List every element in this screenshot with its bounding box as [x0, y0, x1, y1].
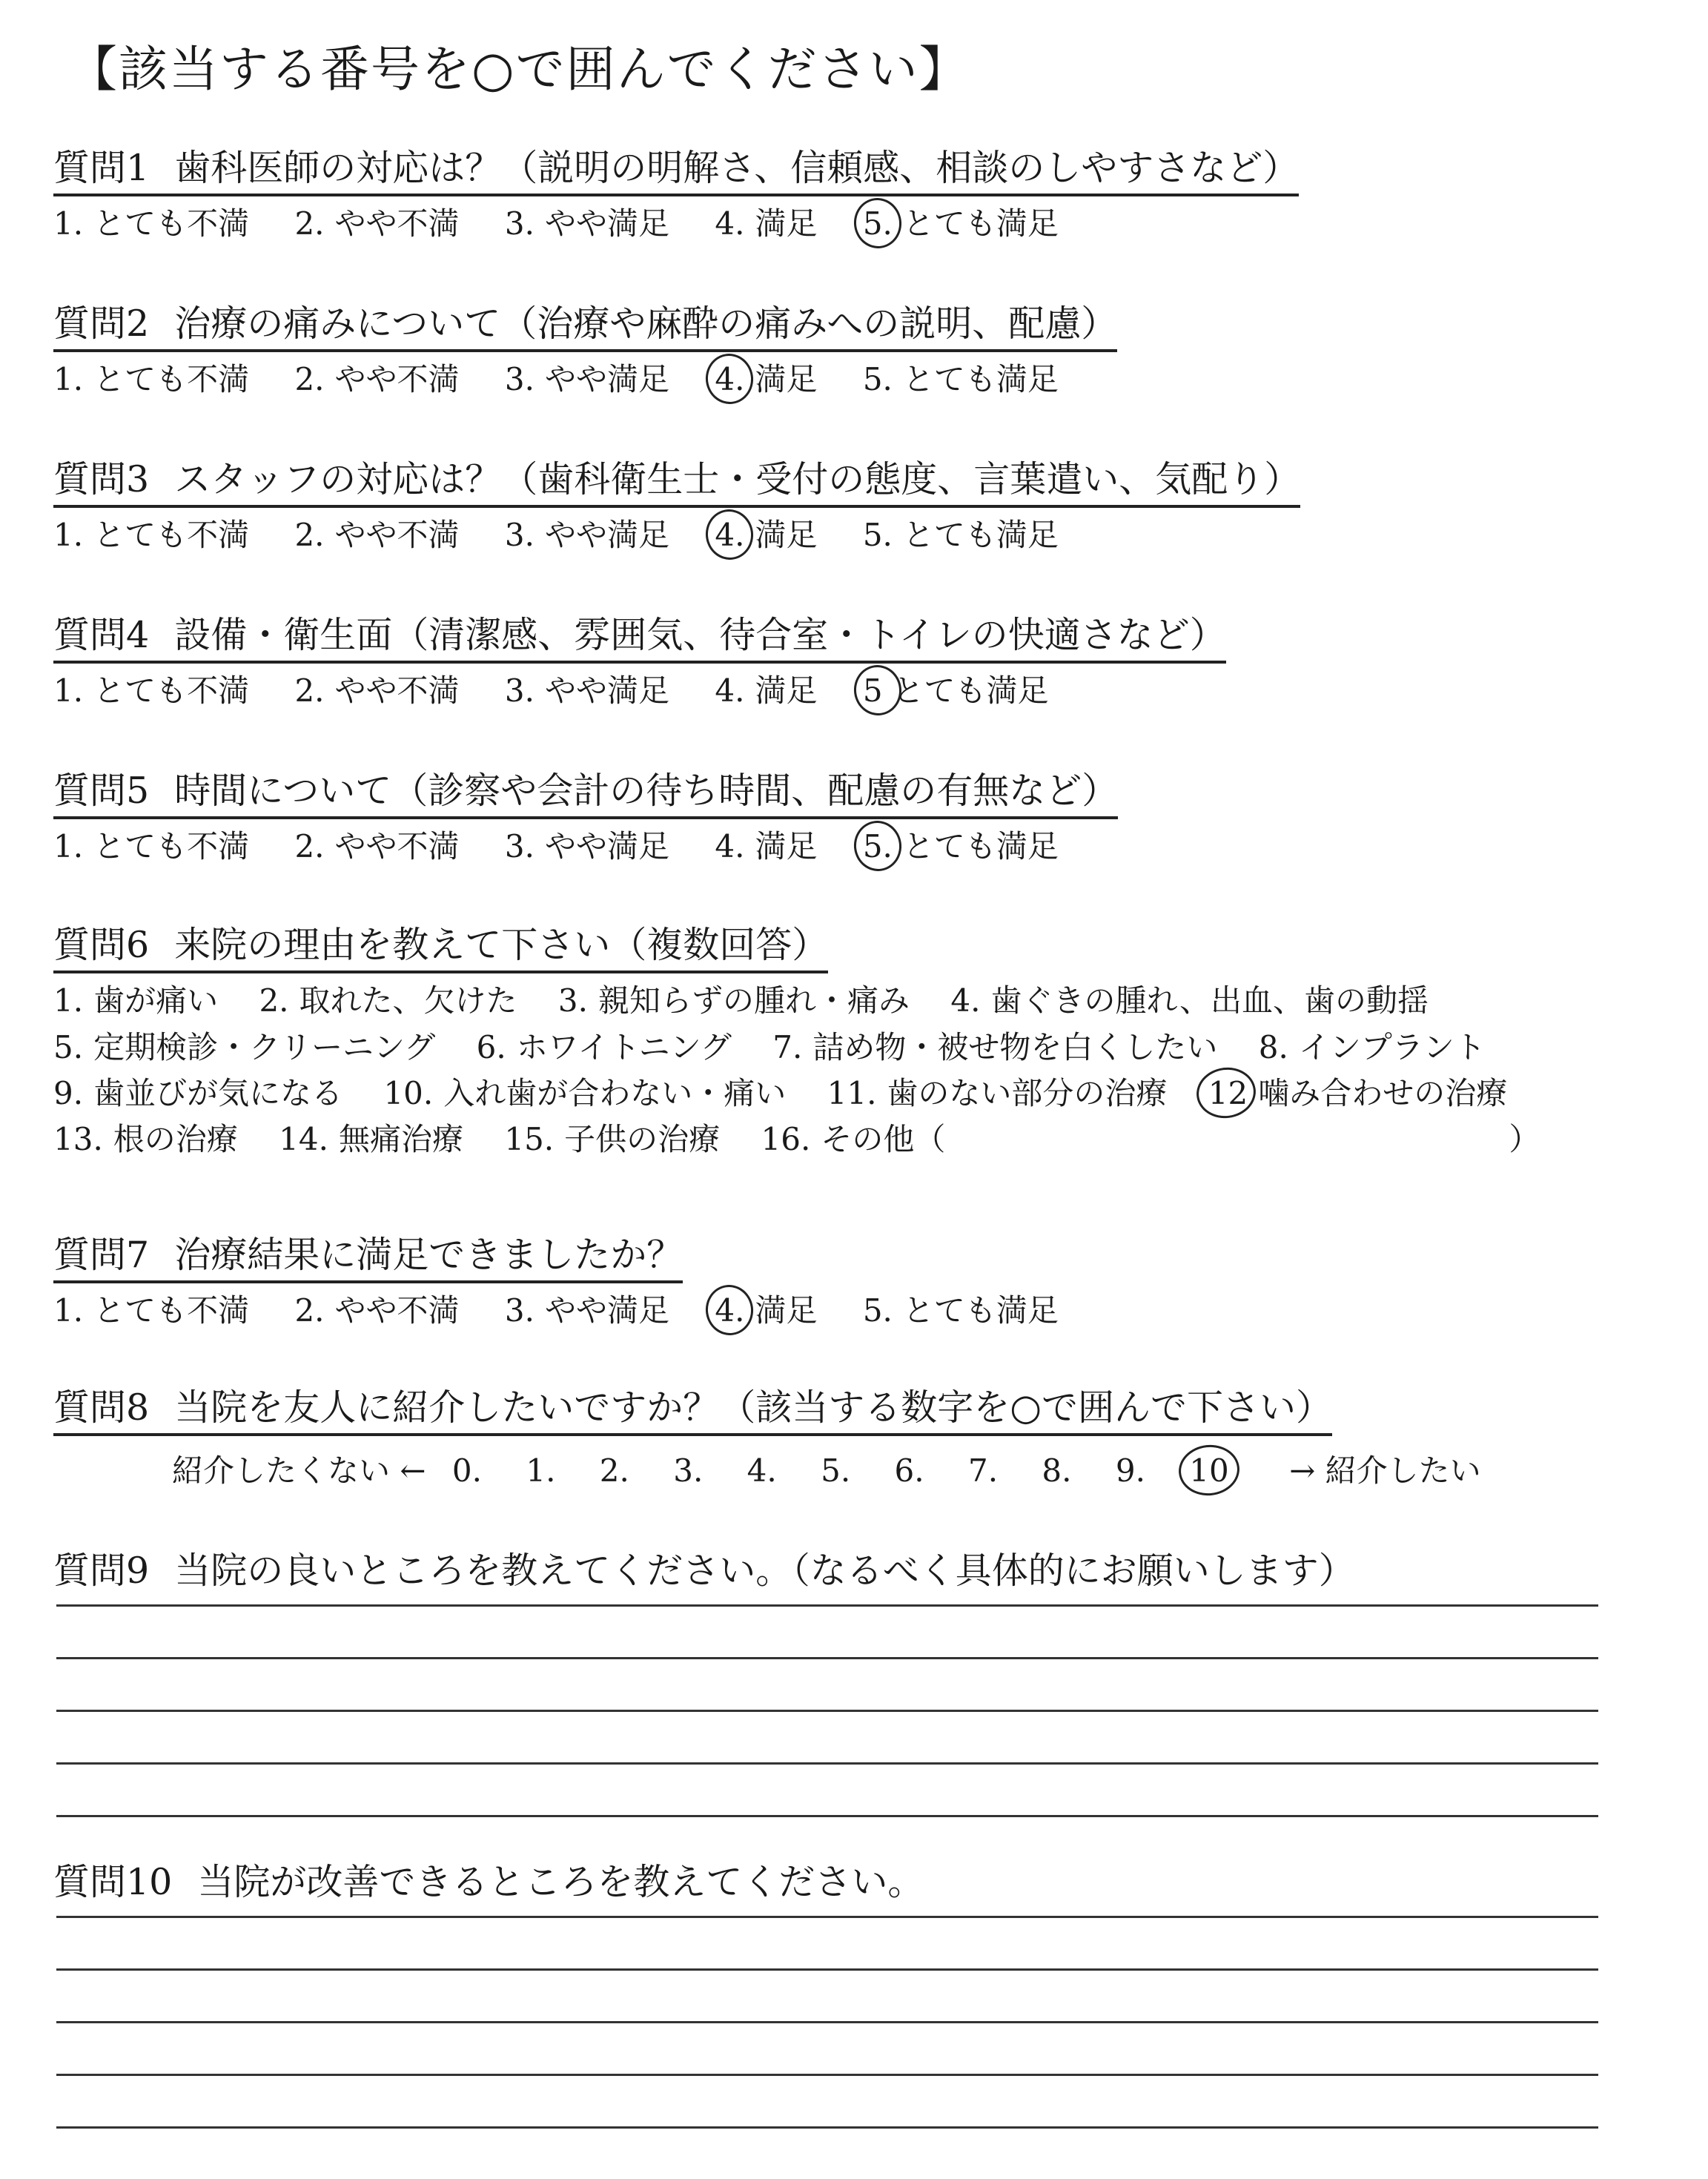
answer-lines-q10[interactable] — [56, 1916, 1598, 2179]
page-title: 【該当する番号を○で囲んでください】 — [68, 41, 970, 98]
question-text: スタッフの対応は？（歯科衛生士・受付の態度、言葉遣い、気配り） — [174, 458, 1301, 500]
question-text: 治療の痛みについて（治療や麻酔の痛みへの説明、配慮） — [174, 302, 1118, 345]
question-10 — [53, 1854, 924, 1905]
question-heading — [53, 145, 1299, 196]
scale-7[interactable]: 7. — [967, 1452, 999, 1489]
reason-option-8[interactable]: 8. インプラント — [1258, 1028, 1486, 1065]
reason-option-1[interactable]: 1. 歯が痛い — [53, 982, 219, 1019]
question-5 — [53, 768, 1118, 866]
reason-row-2 — [53, 1029, 1571, 1066]
reason-row-3 — [53, 1075, 1571, 1112]
answer-line[interactable] — [56, 1968, 1598, 1971]
option-2[interactable]: 2. やや不満 — [294, 828, 460, 865]
option-2[interactable]: 2. やや不満 — [294, 672, 460, 710]
option-2[interactable]: 2. やや不満 — [294, 1292, 460, 1329]
option-1[interactable]: 1. とても不満 — [53, 205, 250, 242]
option-5-selected[interactable]: 5 とても満足 — [862, 672, 1049, 710]
scale-10-selected[interactable]: 10 — [1189, 1452, 1229, 1489]
answer-options — [53, 517, 1300, 554]
option-3[interactable]: 3. やや満足 — [504, 205, 669, 242]
question-heading — [53, 922, 828, 973]
option-2[interactable]: 2. やや不満 — [294, 205, 460, 242]
question-text: 当院が改善できるところを教えてください。 — [197, 1861, 924, 1903]
answer-options — [53, 672, 1226, 710]
reason-option-9[interactable]: 9. 歯並びが気になる — [53, 1075, 343, 1112]
option-1[interactable]: 1. とても不満 — [53, 361, 250, 398]
reason-option-11[interactable]: 11. 歯のない部分の治療 — [827, 1075, 1168, 1112]
answer-options — [53, 1292, 1094, 1329]
answer-line[interactable] — [56, 1657, 1598, 1659]
question-number: 質問2 — [53, 302, 150, 345]
other-close-paren: ） — [1509, 1121, 1540, 1158]
scale-1[interactable]: 1. — [526, 1452, 556, 1489]
reason-row-1 — [53, 982, 1571, 1019]
question-text: 当院の良いところを教えてください。（なるべく具体的にお願いします） — [174, 1550, 1355, 1592]
question-heading — [53, 768, 1118, 819]
reason-option-6[interactable]: 6. ホワイトニング — [476, 1028, 732, 1065]
option-3[interactable]: 3. やや満足 — [504, 361, 669, 398]
question-8 — [53, 1385, 1497, 1491]
reason-option-13[interactable]: 13. 根の治療 — [53, 1121, 238, 1158]
question-1 — [53, 145, 1299, 243]
answer-line[interactable] — [56, 2074, 1598, 2076]
option-3[interactable]: 3. やや満足 — [504, 1292, 669, 1329]
reason-option-7[interactable]: 7. 詰め物・被せ物を白くしたい — [772, 1028, 1218, 1065]
scale-4[interactable]: 4. — [747, 1452, 777, 1489]
scale-3[interactable]: 3. — [673, 1452, 704, 1489]
option-4-selected[interactable]: 4. 満足 — [715, 361, 818, 398]
answer-options — [53, 828, 1118, 865]
question-text: 当院を友人に紹介したいですか？（該当する数字を○で囲んで下さい） — [174, 1386, 1332, 1429]
reason-option-5[interactable]: 5. 定期検診・クリーニング — [53, 1028, 436, 1065]
option-5[interactable]: 5. とても満足 — [862, 517, 1059, 554]
question-7 — [53, 1232, 1094, 1330]
option-1[interactable]: 1. とても不満 — [53, 672, 250, 710]
answer-line[interactable] — [56, 1710, 1598, 1712]
reason-option-4[interactable]: 4. 歯ぐきの腫れ、出血、歯の動揺 — [950, 982, 1429, 1019]
option-5[interactable]: 5. とても満足 — [862, 1292, 1059, 1329]
answer-line[interactable] — [56, 2126, 1598, 2129]
question-number: 質問7 — [53, 1234, 150, 1276]
answer-line[interactable] — [56, 1762, 1598, 1765]
option-4-selected[interactable]: 4. 満足 — [715, 1292, 818, 1329]
option-4[interactable]: 4. 満足 — [715, 828, 818, 865]
question-6 — [53, 922, 1571, 1159]
reason-option-14[interactable]: 14. 無痛治療 — [279, 1121, 463, 1158]
question-2 — [53, 301, 1117, 399]
reason-option-16[interactable]: 16. その他（ ） — [761, 1121, 1540, 1158]
option-5-selected[interactable]: 5. とても満足 — [862, 828, 1059, 865]
question-text: 歯科医師の対応は？（説明の明解さ、信頼感、相談のしやすさなど） — [174, 147, 1300, 189]
question-number: 質問3 — [53, 458, 150, 500]
question-3 — [53, 457, 1300, 555]
reason-option-12-selected[interactable]: 12 噛み合わせの治療 — [1208, 1075, 1508, 1112]
question-number: 質問5 — [53, 770, 150, 812]
reason-row-4 — [53, 1121, 1571, 1158]
option-1[interactable]: 1. とても不満 — [53, 828, 250, 865]
option-5[interactable]: 5. とても満足 — [862, 361, 1059, 398]
answer-options — [53, 361, 1117, 398]
reason-option-15[interactable]: 15. 子供の治療 — [504, 1121, 721, 1158]
question-heading — [53, 612, 1226, 664]
scale-6[interactable]: 6. — [894, 1452, 924, 1489]
question-number: 質問10 — [53, 1861, 173, 1903]
scale-right-label: → 紹介したい — [1289, 1452, 1481, 1489]
reason-option-3[interactable]: 3. 親知らずの腫れ・痛み — [557, 982, 910, 1019]
question-text: 治療結果に満足できましたか？ — [174, 1234, 683, 1276]
scale-left-label: 紹介したくない ← — [172, 1452, 426, 1489]
scale-2[interactable]: 2. — [599, 1452, 629, 1489]
question-9 — [53, 1542, 1355, 1594]
question-heading — [53, 1385, 1332, 1436]
question-heading — [53, 301, 1117, 352]
question-text: 来院の理由を教えて下さい（複数回答） — [174, 924, 829, 966]
question-heading — [53, 1232, 683, 1283]
option-5-selected[interactable]: 5. とても満足 — [862, 205, 1059, 242]
option-2[interactable]: 2. やや不満 — [294, 517, 460, 554]
question-text: 時間について（診察や会計の待ち時間、配慮の有無など） — [174, 770, 1119, 812]
option-4[interactable]: 4. 満足 — [715, 672, 818, 710]
question-number: 質問1 — [53, 147, 150, 189]
question-4 — [53, 612, 1226, 710]
scale-9[interactable]: 9. — [1115, 1452, 1145, 1489]
scale-5[interactable]: 5. — [821, 1452, 851, 1489]
answer-line[interactable] — [56, 2021, 1598, 2023]
option-2[interactable]: 2. やや不満 — [294, 361, 460, 398]
answer-lines-q9[interactable] — [56, 1604, 1598, 1868]
answer-options — [53, 205, 1299, 242]
question-heading — [53, 457, 1300, 508]
question-heading — [53, 1854, 924, 1905]
scale-0[interactable]: 0. — [451, 1452, 482, 1489]
option-3[interactable]: 3. やや満足 — [504, 672, 669, 710]
answer-line[interactable] — [56, 1604, 1598, 1607]
question-number: 質問8 — [53, 1386, 150, 1429]
answer-line[interactable] — [56, 1815, 1598, 1817]
reason-option-2[interactable]: 2. 取れた、欠けた — [259, 982, 517, 1019]
option-4-selected[interactable]: 4. 満足 — [715, 517, 818, 554]
option-4[interactable]: 4. 満足 — [715, 205, 818, 242]
question-number: 質問9 — [53, 1550, 150, 1592]
reason-option-10[interactable]: 10. 入れ歯が合わない・痛い — [383, 1075, 787, 1112]
question-text: 設備・衛生面（清潔感、雰囲気、待合室・トイレの快適さなど） — [174, 614, 1226, 656]
option-3[interactable]: 3. やや満足 — [504, 517, 669, 554]
scale-8[interactable]: 8. — [1042, 1452, 1072, 1489]
option-3[interactable]: 3. やや満足 — [504, 828, 669, 865]
option-1[interactable]: 1. とても不満 — [53, 517, 250, 554]
question-number: 質問4 — [53, 614, 150, 656]
question-heading — [53, 1542, 1355, 1594]
recommend-scale — [156, 1446, 1497, 1491]
option-1[interactable]: 1. とても不満 — [53, 1292, 250, 1329]
answer-line[interactable] — [56, 1916, 1598, 1918]
question-number: 質問6 — [53, 924, 150, 966]
